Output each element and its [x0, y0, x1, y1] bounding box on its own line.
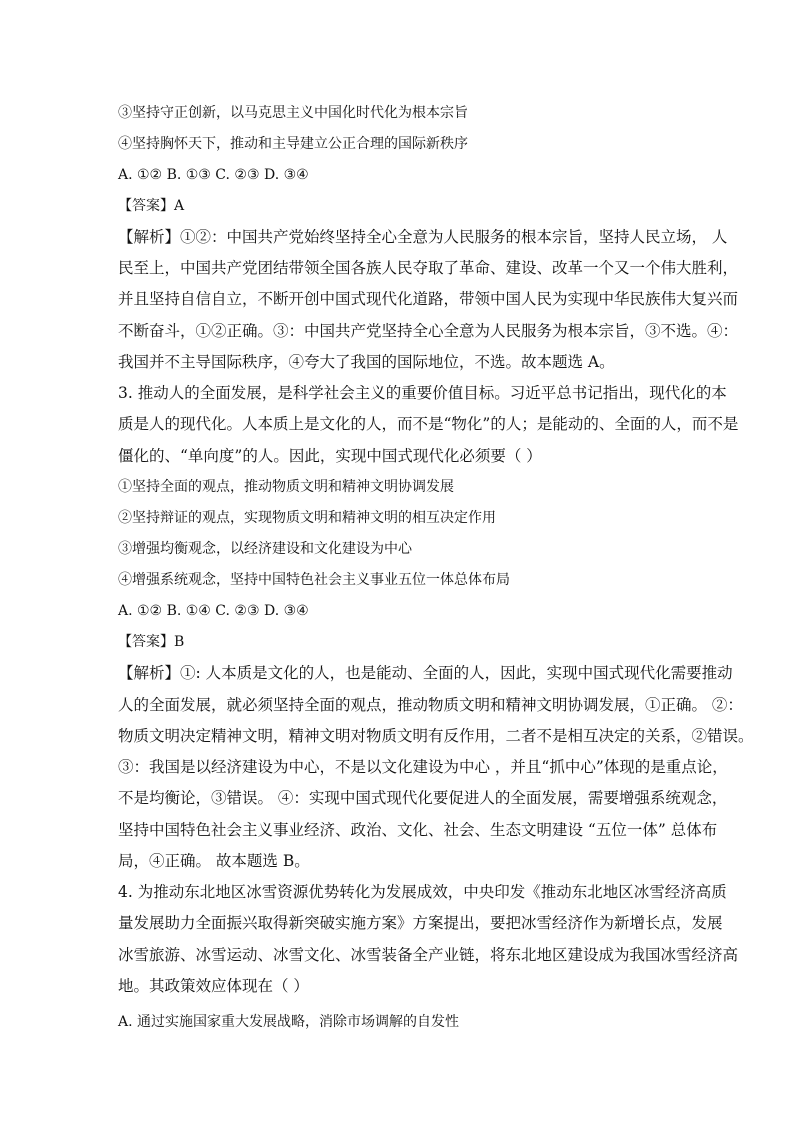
question-line: 冰雪旅游、冰雪运动、冰雪文化、冰雪装备全产业链，将东北地区建设成为我国冰雪经济高	[118, 946, 739, 964]
question-line: 地。其政策效应体现在（ ）	[118, 977, 309, 995]
choices-line: A. ①② B. ①④ C. ②③ D. ③④	[118, 603, 309, 619]
option-line: A. 通过实施国家重大发展战略，消除市场调解的自发性	[118, 1014, 460, 1030]
analysis-line: 民至上，中国共产党团结带领全国各族人民夺取了革命、建设、改革一个又一个伟大胜利，	[118, 259, 739, 277]
analysis-line: 我国并不主导国际秩序，④夸大了我国的国际地位，不选。故本题选 A。	[118, 353, 615, 371]
option-line: ④坚持胸怀天下，推动和主导建立公正合理的国际新秩序	[118, 136, 468, 152]
analysis-line: 不断奋斗，①②正确。③：中国共产党坚持全心全意为人民服务为根本宗旨，③不选。④：	[118, 322, 739, 340]
answer-line: 【答案】A	[118, 198, 185, 214]
option-line: ①坚持全面的观点，推动物质文明和精神文明协调发展	[118, 479, 454, 495]
choices-line: A. ①② B. ①③ C. ②③ D. ③④	[118, 167, 309, 183]
analysis-line: 【解析】①②：中国共产党始终坚持全心全意为人民服务的根本宗旨，坚持人民立场， 人	[118, 228, 728, 246]
question-line: 质是人的现代化。人本质上是文化的人，而不是“物化”的人；是能动的、全面的人，而不是	[118, 415, 739, 433]
question-line: 量发展助力全面振兴取得新突破实施方案》方案提出，要把冰雪经济作为新增长点，发展	[118, 914, 723, 932]
question-line: 3. 推动人的全面发展，是科学社会主义的重要价值目标。习近平总书记指出，现代化的本	[118, 384, 727, 402]
question-line: 4. 为推动东北地区冰雪资源优势转化为发展成效，中央印发《推动东北地区冰雪经济高质	[118, 883, 727, 901]
answer-line: 【答案】B	[118, 634, 185, 650]
analysis-line: 局，④正确。 故本题选 B。	[118, 852, 310, 870]
analysis-line: ③：我国是以经济建设为中心，不是以文化建设为中心 ，并且“抓中心”体现的是重点论，	[118, 758, 728, 776]
option-line: ③坚持守正创新，以马克思主义中国化时代化为根本宗旨	[118, 105, 468, 121]
analysis-line: 【解析】①: 人本质是文化的人，也是能动、全面的人，因此，实现中国式现代化需要推动	[118, 664, 733, 682]
option-line: ③增强均衡观念，以经济建设和文化建设为中心	[118, 541, 412, 557]
option-line: ②坚持辩证的观点，实现物质文明和精神文明的相互决定作用	[118, 510, 496, 526]
analysis-line: 坚持中国特色社会主义事业经济、政治、文化、社会、生态文明建设 “五位一体” 总体布	[118, 821, 718, 839]
analysis-line: 人的全面发展，就必须坚持全面的观点，推动物质文明和精神文明协调发展，①正确。 ②：	[118, 696, 743, 714]
analysis-line: 物质文明决定精神文明，精神文明对物质文明有反作用，二者不是相互决定的关系，②错误。	[118, 727, 754, 745]
analysis-line: 不是均衡论，③错误。 ④：实现中国式现代化要促进人的全面发展，需要增强系统观念，	[118, 789, 728, 807]
analysis-line: 并且坚持自信自立，不断开创中国式现代化道路，带领中国人民为实现中华民族伟大复兴而	[118, 290, 739, 308]
option-line: ④增强系统观念，坚持中国特色社会主义事业五位一体总体布局	[118, 572, 510, 588]
question-line: 僵化的、“单向度”的人。因此，实现中国式现代化必须要（ ）	[118, 447, 542, 465]
